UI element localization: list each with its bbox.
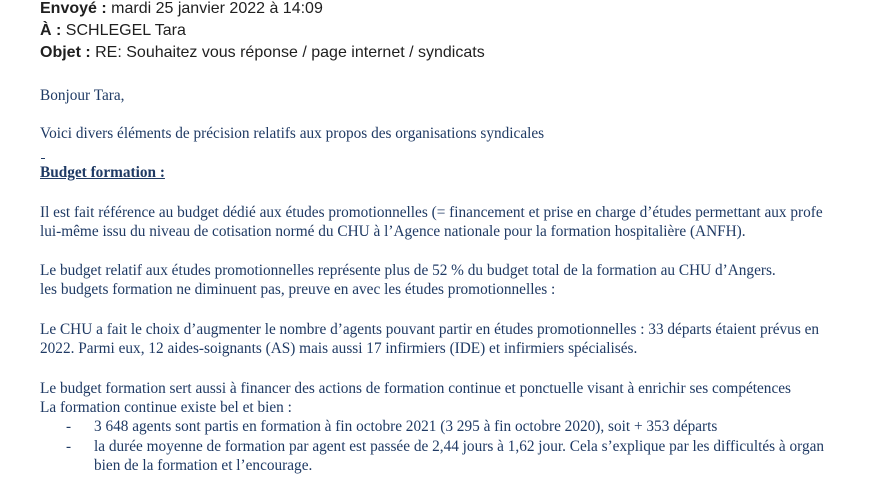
sent-value: mardi 25 janvier 2022 à 14:09 bbox=[111, 0, 323, 17]
p2-line2: les budgets formation ne diminuent pas, preuve en avec les études promotionnelles : bbox=[40, 281, 556, 298]
p3-line2: 2022. Parmi eux, 12 aides-soignants (AS) mais aussi 17 infirmiers (IDE) et infirmiers spécialisés. bbox=[40, 340, 638, 357]
intro-text: Voici divers éléments de précision relatifs aux propos des organisations syndicales bbox=[40, 125, 545, 142]
p4-line2: La formation continue existe bel et bien : bbox=[40, 399, 292, 416]
underline-stub bbox=[41, 158, 45, 159]
p1-line1: Il est fait référence au budget dédié aux études promotionnelles (= financement et prise en charge d’études permettant aux profe bbox=[40, 204, 823, 221]
greeting: Bonjour Tara, bbox=[40, 87, 125, 104]
bullet-dash-2: - bbox=[66, 438, 72, 455]
to-value: SCHLEGEL Tara bbox=[65, 22, 186, 39]
p2-line1: Le budget relatif aux études promotionnelles représente plus de 52 % du budget total de la formation au CHU d’Angers. bbox=[40, 262, 776, 279]
bullet-2-line1: la durée moyenne de formation par agent est passée de 2,44 jours à 1,62 jour. Cela s’explique par les difficultés à organ bbox=[94, 438, 825, 455]
section-title: Budget formation : bbox=[40, 164, 165, 181]
p1-line2: lui-même issu du niveau de cotisation normé du CHU à l’Agence nationale pour la formation hospitalière (ANFH). bbox=[40, 223, 746, 240]
sent-label: Envoyé : bbox=[40, 0, 107, 17]
subject-row bbox=[40, 43, 485, 63]
bullet-dash-1: - bbox=[66, 418, 72, 435]
bullet-1: 3 648 agents sont partis en formation à fin octobre 2021 (3 295 à fin octobre 2020), soit + 353 départs bbox=[94, 418, 718, 435]
subject-value: RE: Souhaitez vous réponse / page internet / syndicats bbox=[95, 44, 485, 61]
sent-row bbox=[40, 0, 323, 19]
bullet-2-line2: bien de la formation et l’encourage. bbox=[94, 457, 313, 474]
to-row bbox=[40, 21, 186, 41]
p4-line1: Le budget formation sert aussi à financer des actions de formation continue et ponctuelle visant à enrichir ses compétences bbox=[40, 380, 791, 397]
p3-line1: Le CHU a fait le choix d’augmenter le nombre d’agents pouvant partir en études promotionnelles : 33 départs étaient prévus en bbox=[40, 321, 820, 338]
to-label: À : bbox=[40, 22, 62, 39]
subject-label: Objet : bbox=[40, 44, 91, 61]
